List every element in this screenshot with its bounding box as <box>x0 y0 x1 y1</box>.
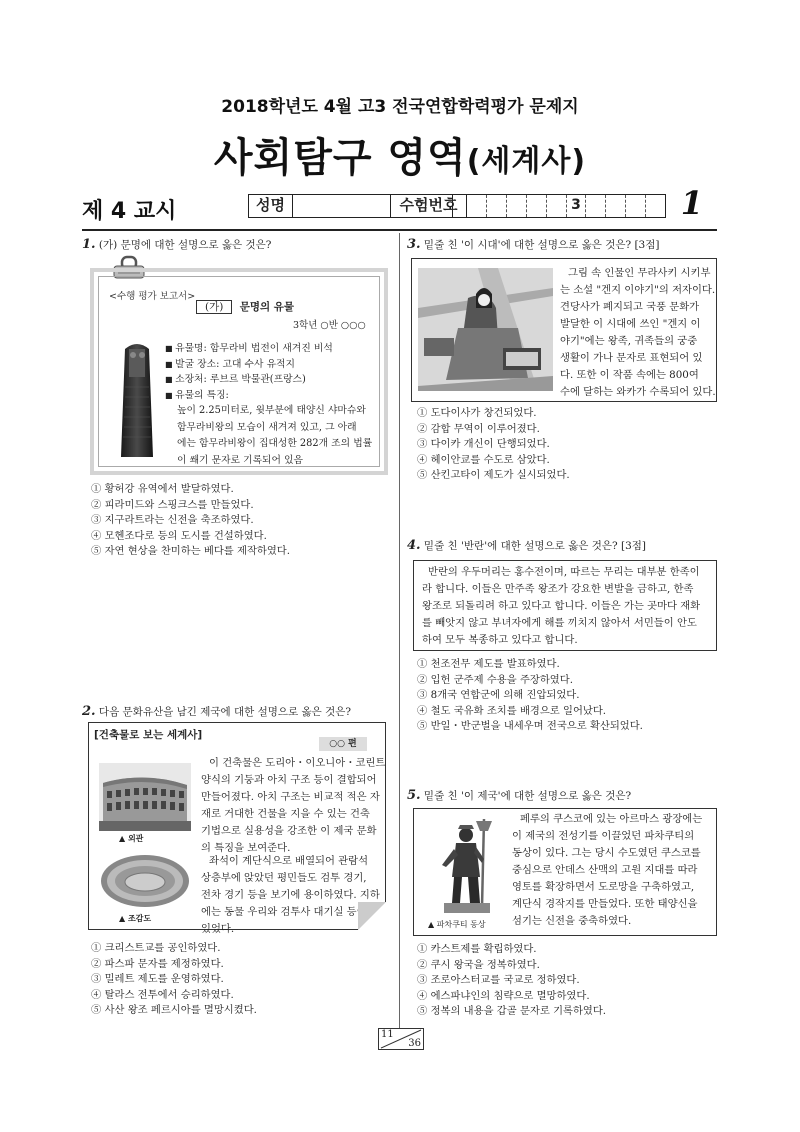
para-line: 계단식 경작지를 만들었다. 또한 태양신을 <box>512 898 698 910</box>
para-line: 수에 달하는 와카가 수록되어 있다. <box>560 386 716 398</box>
option-5[interactable]: ⑤ 산킨고타이 제도가 실시되었다. <box>417 469 570 482</box>
question-3-number: 3. <box>407 237 421 252</box>
option-5[interactable]: ⑤ 자연 현상을 찬미하는 베다를 제작하였다. <box>91 545 291 558</box>
q2-article-box <box>88 722 386 935</box>
page-total: 36 <box>408 1038 421 1049</box>
name-label: 성명 <box>249 195 293 217</box>
report-label: <수행 평가 보고서> <box>109 291 196 302</box>
exam-number-cell <box>626 195 646 217</box>
column-divider <box>399 233 400 1028</box>
exam-number-cell <box>646 195 665 217</box>
para-line: 상층부에 앉았던 평민들도 검투 경기, <box>201 872 367 884</box>
question-1-text: (가) 문명에 대한 설명으로 옳은 것은? <box>98 239 272 251</box>
exam-supertitle: 2018학년도 4월 고3 전국연합학력평가 문제지 <box>221 97 579 117</box>
option-3[interactable]: ③ 8개국 연합군에 의해 진압되었다. <box>417 689 580 702</box>
question-2-text: 다음 문화유산을 남긴 제국에 대한 설명으로 옳은 것은? <box>98 706 352 718</box>
option-2[interactable]: ② 감합 무역이 이루어졌다. <box>417 422 540 435</box>
para-line: 동상이 있다. 그는 당시 수도였던 쿠스코를 <box>512 847 701 859</box>
feature-line: 에는 함무라비왕이 집대성한 282개 조의 법률 <box>177 438 373 449</box>
feature-line: 높이 2.25미터로, 윗부분에 태양신 샤마슈와 <box>177 405 366 416</box>
question-5-options <box>417 942 606 1020</box>
page-number: 1 <box>680 184 703 222</box>
para-line: 생활이 가나 문자로 표현되어 있 <box>560 352 703 364</box>
exam-title-main: 사회탐구 영역 <box>213 135 467 181</box>
question-3-text: 밑줄 친 '이 시대'에 대한 설명으로 옳은 것은? [3점] <box>423 239 660 251</box>
exam-number-cell <box>547 195 567 217</box>
option-4[interactable]: ④ 철도 국유화 조치를 배경으로 일어났다. <box>417 704 607 717</box>
q2-paragraph-1 <box>201 755 386 857</box>
question-1-title <box>82 237 271 252</box>
para-line: 전차 경기 등을 보기에 용이하였다. 지하 <box>201 889 380 901</box>
feature-line: 함무라비왕의 모습이 새겨져 있고, 그 아래 <box>177 421 357 433</box>
exam-number-field[interactable] <box>390 194 666 218</box>
option-2[interactable]: ② 쿠시 왕국을 정복하였다. <box>417 958 540 971</box>
q2-paragraph-2 <box>201 853 381 938</box>
question-3-title <box>407 237 659 252</box>
para-line: 좌석이 계단식으로 배열되어 관람석 <box>209 855 369 867</box>
para-line: 섬기는 신전을 중축하였다. <box>512 915 632 927</box>
para-line: 만들어졌다. 아치 구조는 비교적 적은 자 <box>201 791 380 803</box>
question-4-title <box>407 538 646 553</box>
option-5[interactable]: ⑤ 정복의 내용을 갑골 문자로 기록하였다. <box>417 1005 607 1018</box>
para-line: 하여 모두 복종하고 있다고 합니다. <box>422 634 578 646</box>
para-line: 양식의 기둥과 아치 구조 등이 결합되어 <box>201 774 377 786</box>
q5-passage <box>512 811 712 930</box>
caption-aerial: ▲ 조감도 <box>119 914 152 923</box>
question-2-title <box>82 704 351 719</box>
q4-passage <box>422 564 712 649</box>
q2-edition-badge: ○○ 편 <box>319 737 367 751</box>
exam-number-cell <box>586 195 606 217</box>
para-line: 이 제국의 전성기를 이끌었던 파차쿠티의 <box>512 830 695 842</box>
header-row <box>82 184 717 228</box>
option-2[interactable]: ② 입헌 군주제 수용을 주장하였다. <box>417 673 573 686</box>
report-item: ■ 소장처: 루브르 박물관(프랑스) <box>165 372 375 388</box>
pachacuti-statue-image <box>432 815 502 917</box>
question-4-options <box>417 657 643 735</box>
option-5[interactable]: ⑤ 사산 왕조 페르시아를 멸망시켰다. <box>91 1004 257 1017</box>
report-title <box>196 299 294 314</box>
option-4[interactable]: ④ 모헨조다로 등의 도시를 건설하였다. <box>91 529 267 542</box>
para-line: 그림 속 인물인 무라사키 시키부 <box>568 267 711 279</box>
blank-ga: (가) <box>196 300 232 314</box>
option-2[interactable]: ② 파스파 문자를 제정하였다. <box>91 957 224 970</box>
option-1[interactable]: ① 천조전무 제도를 발표하였다. <box>417 658 560 670</box>
para-line: 이 건축물은 도리아・이오니아・코린트 <box>209 757 386 769</box>
para-line: 를 빼앗지 않고 부녀자에게 해를 끼치지 않아서 서민들이 안도 <box>422 617 697 629</box>
question-5-number: 5. <box>407 788 421 803</box>
report-title-text: 문명의 유물 <box>239 301 295 313</box>
caption-statue: ▲ 파차쿠티 동상 <box>428 920 486 929</box>
q2-box-title: [건축물로 보는 세계사] <box>94 729 203 741</box>
question-2-number: 2. <box>82 704 96 719</box>
option-2[interactable]: ② 피라미드와 스핑크스를 만들었다. <box>91 498 254 511</box>
option-3[interactable]: ③ 조로아스터교를 국교로 정하였다. <box>417 974 580 987</box>
page-current: 11 <box>381 1029 394 1040</box>
header-rule <box>82 229 717 231</box>
option-5[interactable]: ⑤ 반일・반군벌을 내세우며 전국으로 확산되었다. <box>417 720 643 733</box>
question-3-options <box>417 406 570 484</box>
exam-number-cell <box>487 195 507 217</box>
exam-title-sub: (세계사) <box>466 144 587 179</box>
exam-number-cell <box>507 195 527 217</box>
question-1-number: 1. <box>82 237 96 252</box>
para-line: 중심으로 안데스 산맥의 고원 지대를 따라 <box>512 864 698 876</box>
para-line: 페루의 쿠스코에 있는 아르마스 광장에는 <box>520 813 703 825</box>
question-4-number: 4. <box>407 538 421 553</box>
exam-number-cell <box>606 195 626 217</box>
option-3[interactable]: ③ 지구라트라는 신전을 축조하였다. <box>91 514 254 527</box>
q3-passage <box>560 265 716 401</box>
option-4[interactable]: ④ 헤이안쿄를 수도로 삼았다. <box>417 453 550 466</box>
para-line: 왕조로 되돌리려 하고 있다고 합니다. 이들은 가는 곳마다 재화 <box>422 600 701 612</box>
para-line: 있었다. <box>201 923 235 935</box>
exam-title <box>0 126 800 183</box>
option-4[interactable]: ④ 탈라스 전투에서 승리하였다. <box>91 988 234 1001</box>
exam-number-cell: 3 <box>567 195 587 217</box>
para-line: 에는 동물 우리와 검투사 대기실 등이 <box>201 906 367 918</box>
question-5-text: 밑줄 친 '이 제국'에 대한 설명으로 옳은 것은? <box>423 790 632 802</box>
exam-number-cell <box>467 195 487 217</box>
period-label: 제 4 교시 <box>82 199 177 224</box>
question-4-text: 밑줄 친 '반란'에 대한 설명으로 옳은 것은? [3점] <box>423 540 646 552</box>
q5-passage-box <box>413 808 717 936</box>
hammurabi-stele-image <box>117 339 157 461</box>
question-5-title <box>407 788 631 803</box>
page-curl-corner <box>358 902 386 930</box>
report-item: ■ 유물의 특징: <box>165 388 375 404</box>
para-line: 발달한 이 시대에 쓰인 "겐지 이 <box>560 318 701 330</box>
para-line: 는 소설 "겐지 이야기"의 저자이다. <box>560 284 716 296</box>
para-line: 재로 거대한 건물을 지을 수 있는 건축 <box>201 808 370 820</box>
option-3[interactable]: ③ 다이카 개신이 단행되었다. <box>417 438 550 451</box>
q4-passage-box <box>413 560 717 651</box>
report-items <box>165 341 375 469</box>
option-3[interactable]: ③ 밀레트 제도를 운영하였다. <box>91 973 224 986</box>
para-line: 야기"에는 왕족, 귀족들의 궁중 <box>560 335 698 347</box>
feature-line: 이 쐐기 문자로 기록되어 있음 <box>177 454 304 466</box>
report-item: ■ 유물명: 함무라비 법전이 새겨진 비석 <box>165 341 375 357</box>
para-line: 영토를 확장하면서 도로망을 구축하였고, <box>512 881 695 893</box>
page-counter <box>378 1028 424 1050</box>
colosseum-exterior-image <box>99 763 191 831</box>
exam-number-label: 수험번호 <box>391 195 467 217</box>
option-1[interactable]: ① 크리스트교를 공인하였다. <box>91 942 221 954</box>
murasaki-painting-image <box>418 268 553 391</box>
para-line: 견당사가 폐지되고 국풍 문화가 <box>560 301 700 313</box>
report-feature-text <box>165 403 375 469</box>
para-line: 의 특징을 보여준다. <box>201 842 291 854</box>
para-line: 반란의 우두머리는 홍수전이며, 따르는 무리는 대부분 한족이 <box>428 566 700 578</box>
option-1[interactable]: ① 도다이사가 창건되었다. <box>417 407 537 419</box>
caption-exterior: ▲ 외관 <box>119 834 144 843</box>
option-4[interactable]: ④ 에스파냐인의 침략으로 멸망하였다. <box>417 989 590 1002</box>
q1-report-box <box>98 276 380 467</box>
report-item: ■ 발굴 장소: 고대 수사 유적지 <box>165 357 375 373</box>
q3-passage-box <box>411 258 717 402</box>
exam-number-cell <box>527 195 547 217</box>
colosseum-aerial-image <box>99 851 191 909</box>
question-1-options <box>91 482 290 560</box>
para-line: 라 합니다. 이들은 만주족 왕조가 강요한 변발을 금하고, 한족 <box>422 583 694 595</box>
question-2-options <box>91 941 257 1019</box>
option-1[interactable]: ① 황허강 유역에서 발달하였다. <box>91 483 234 495</box>
option-1[interactable]: ① 카스트제를 확립하였다. <box>417 943 537 955</box>
report-student: 3학년 ○반 ○○○ <box>293 320 366 331</box>
para-line: 다. 또한 이 작품 속에는 800여 <box>560 369 699 381</box>
para-line: 기법으로 실용성을 강조한 이 제국 문화 <box>201 825 377 837</box>
q1-report-frame <box>90 268 388 475</box>
